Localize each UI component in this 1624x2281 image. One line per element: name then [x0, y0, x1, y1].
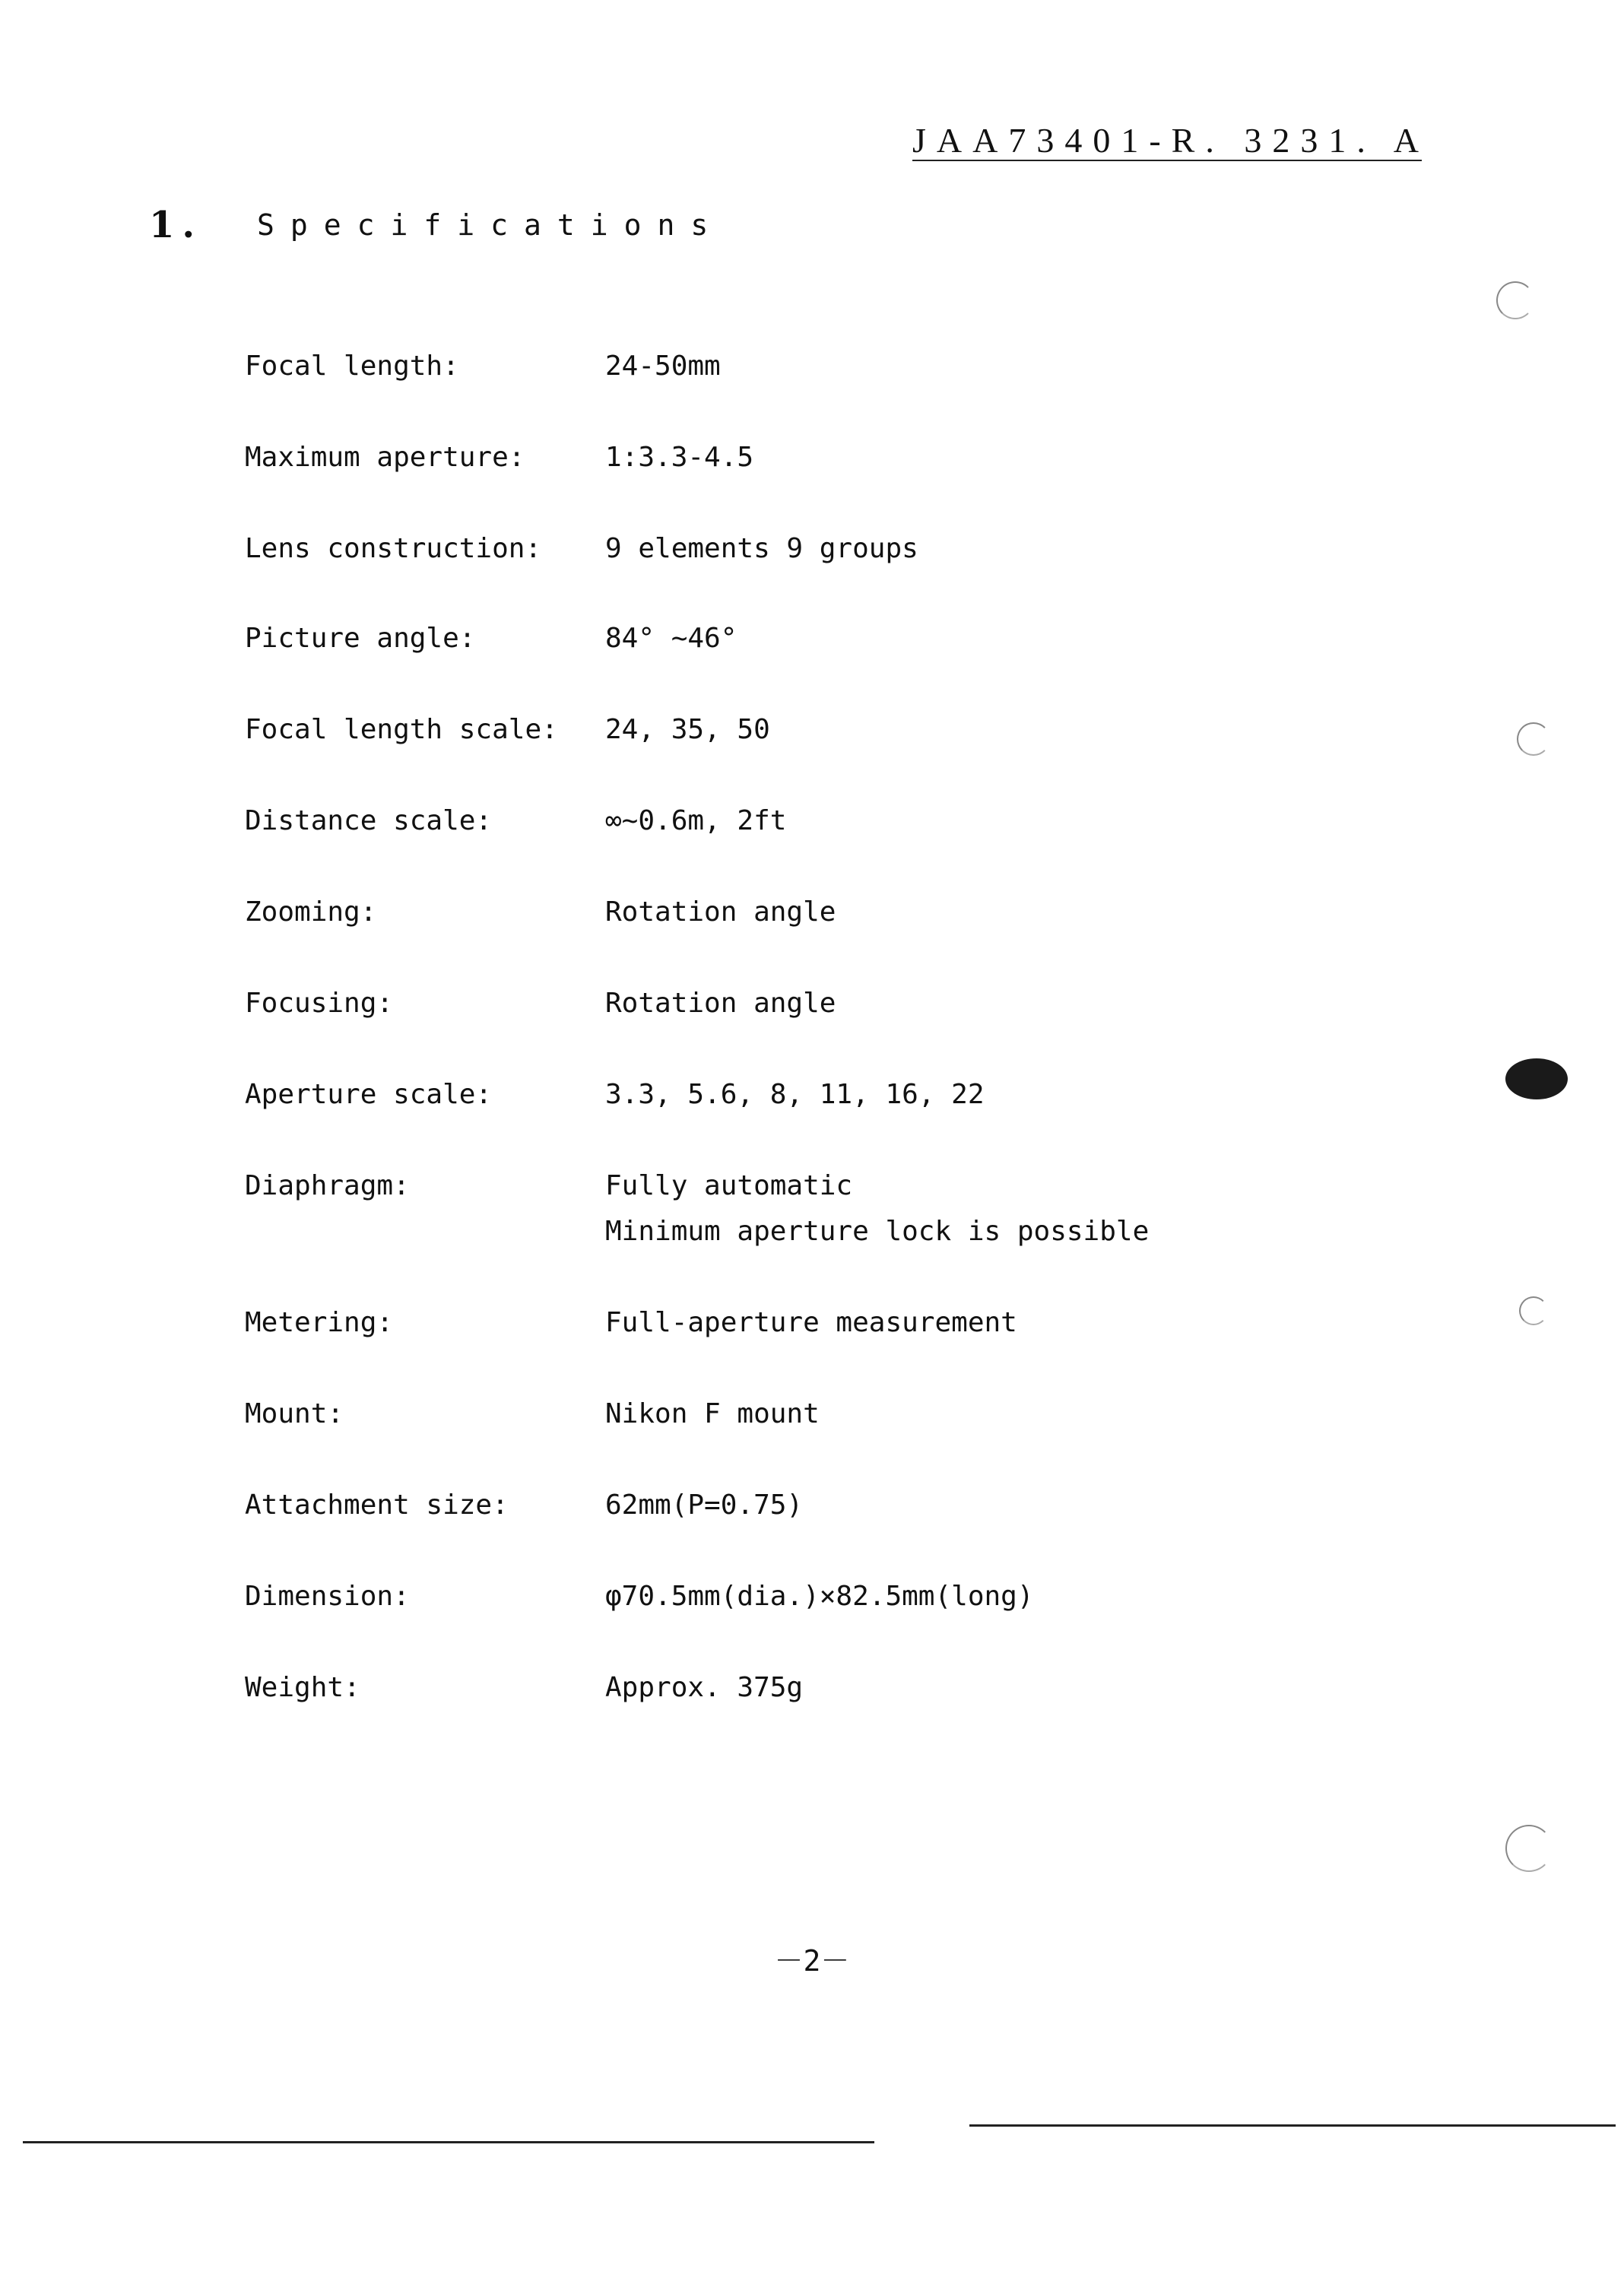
spec-value: φ70.5mm(dia.)×82.5mm(long) [605, 1581, 1034, 1612]
spec-row-zooming [0, 890, 1624, 935]
spec-label: Diaphragm: [245, 1170, 410, 1201]
binder-hole-mark [1505, 1825, 1553, 1872]
spec-value: 84° ~46° [605, 623, 737, 654]
spec-row-mount [0, 1391, 1624, 1437]
spec-label: Dimension: [245, 1581, 410, 1612]
spec-row-attachment-size [0, 1483, 1624, 1528]
spec-value: 24, 35, 50 [605, 714, 770, 745]
section-number: 1. [149, 204, 203, 246]
spec-label: Metering: [245, 1307, 394, 1338]
spec-label: Distance scale: [245, 805, 493, 836]
spec-label: Focal length scale: [245, 714, 558, 745]
spec-value: 24-50mm [605, 351, 721, 382]
spec-label: Aperture scale: [245, 1079, 493, 1110]
spec-label: Zooming: [245, 896, 377, 928]
spec-row-dimension [0, 1574, 1624, 1620]
spec-row-distance-scale [0, 798, 1624, 844]
spec-row-diaphragm [0, 1163, 1624, 1255]
spec-value: Approx. 375g [605, 1672, 804, 1703]
spec-row-picture-angle [0, 616, 1624, 661]
spec-row-maximum-aperture [0, 435, 1624, 481]
spec-row-aperture-scale [0, 1072, 1624, 1118]
spec-row-weight [0, 1665, 1624, 1711]
spec-row-lens-construction [0, 526, 1624, 572]
binder-hole-mark [1519, 1296, 1548, 1325]
binder-hole-mark [1517, 722, 1550, 756]
spec-row-metering [0, 1300, 1624, 1346]
spec-row-focusing [0, 981, 1624, 1026]
spec-label: Maximum aperture: [245, 442, 525, 473]
spec-row-focal-length [0, 344, 1624, 389]
spec-value: ∞~0.6m, 2ft [605, 805, 787, 836]
spec-label: Focusing: [245, 988, 394, 1019]
footer-rule-left [23, 2141, 874, 2143]
binder-hole-mark [1505, 1058, 1568, 1099]
document-code-underline [912, 160, 1422, 161]
document-code: JAA73401-R. 3231. A [912, 121, 1430, 160]
page-number: －2－ [774, 1944, 850, 1978]
spec-value: Fully automatic [605, 1170, 853, 1201]
spec-value-line-2: Minimum aperture lock is possible [605, 1216, 1150, 1247]
spec-value: 3.3, 5.6, 8, 11, 16, 22 [605, 1079, 985, 1110]
spec-label: Focal length: [245, 351, 459, 382]
spec-value: 1:3.3-4.5 [605, 442, 754, 473]
spec-row-focal-length-scale [0, 707, 1624, 753]
section-title: Specifications [257, 208, 725, 242]
spec-label: Attachment size: [245, 1489, 509, 1521]
footer-rule-right [969, 2124, 1616, 2127]
spec-value: Rotation angle [605, 988, 836, 1019]
spec-value: Nikon F mount [605, 1398, 820, 1429]
spec-label: Mount: [245, 1398, 344, 1429]
spec-label: Weight: [245, 1672, 360, 1703]
spec-label: Lens construction: [245, 533, 542, 564]
spec-value: Full-aperture measurement [605, 1307, 1017, 1338]
spec-label: Picture angle: [245, 623, 476, 654]
spec-value: 9 elements 9 groups [605, 533, 918, 564]
spec-value: 62mm(P=0.75) [605, 1489, 804, 1521]
spec-value: Rotation angle [605, 896, 836, 928]
binder-hole-mark [1496, 281, 1534, 319]
